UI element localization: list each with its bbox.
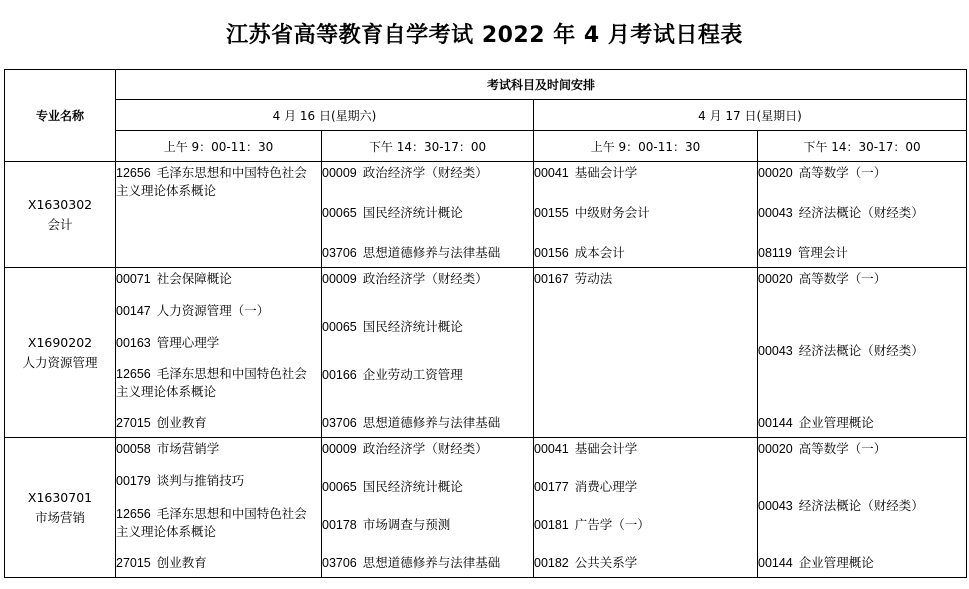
course-code: 03706 xyxy=(322,416,357,430)
course-item xyxy=(322,366,533,384)
course-item xyxy=(116,554,321,572)
course-code: 00065 xyxy=(322,320,357,334)
course-name: 毛泽东思想和中国特色社会主义理论体系概论 xyxy=(116,165,307,198)
course-name: 企业劳动工资管理 xyxy=(362,367,463,382)
course-item xyxy=(758,414,966,432)
course-code: 00167 xyxy=(534,272,569,286)
course-item xyxy=(322,414,533,432)
course-name: 创业教育 xyxy=(156,554,207,570)
course-code: 00020 xyxy=(758,442,793,456)
course-name: 经济法概论（财经类） xyxy=(798,205,924,220)
course-name: 成本会计 xyxy=(574,245,625,260)
session-cell xyxy=(758,268,967,438)
course-name: 高等数学（一） xyxy=(798,165,887,180)
course-item xyxy=(116,365,321,400)
course-code: 00058 xyxy=(116,442,151,456)
course-item xyxy=(534,554,757,572)
course-code: 12656 xyxy=(116,166,151,180)
course-name: 管理会计 xyxy=(797,245,848,260)
session-cell xyxy=(116,268,322,438)
major-cell xyxy=(5,268,116,438)
course-code: 00065 xyxy=(322,206,357,220)
course-code: 00043 xyxy=(758,206,793,220)
course-name: 政治经济学（财经类） xyxy=(362,271,488,286)
course-code: 03706 xyxy=(322,556,357,570)
course-name: 思想道德修养与法律基础 xyxy=(362,555,501,570)
major-header: 专业名称 xyxy=(5,70,116,162)
schedule-body xyxy=(5,162,967,578)
course-item xyxy=(116,164,321,199)
session-cell xyxy=(534,268,758,438)
course-code: 00179 xyxy=(116,474,151,489)
course-name: 国民经济统计概论 xyxy=(362,205,463,220)
course-code: 00144 xyxy=(758,556,793,570)
course-code: 00009 xyxy=(322,166,357,180)
course-code: 00020 xyxy=(758,166,793,180)
course-code: 00181 xyxy=(534,518,569,532)
course-code: 03706 xyxy=(322,246,357,260)
course-name: 毛泽东思想和中国特色社会主义理论体系概论 xyxy=(116,366,307,400)
course-item xyxy=(116,414,321,432)
course-name: 思想道德修养与法律基础 xyxy=(362,245,501,260)
course-code: 27015 xyxy=(116,555,151,570)
course-item xyxy=(758,440,966,458)
course-name: 经济法概论（财经类） xyxy=(798,343,924,358)
course-item xyxy=(758,244,966,262)
course-code: 00163 xyxy=(116,335,151,350)
course-item xyxy=(116,440,321,458)
course-code: 00071 xyxy=(116,272,151,286)
session-cell xyxy=(534,162,758,268)
course-code: 00020 xyxy=(758,272,793,286)
course-code: 00178 xyxy=(322,518,357,532)
day-header-17: 4 月 17 日(星期日) xyxy=(534,100,967,131)
course-item xyxy=(534,204,757,222)
course-item xyxy=(534,270,757,288)
course-name: 管理心理学 xyxy=(156,334,220,350)
course-item xyxy=(534,478,757,496)
course-item xyxy=(116,505,321,540)
course-name: 基础会计学 xyxy=(574,441,638,456)
course-item xyxy=(534,516,757,534)
day-header-16: 4 月 16 日(星期六) xyxy=(116,100,534,131)
course-name: 政治经济学（财经类） xyxy=(362,165,488,180)
course-code: 00065 xyxy=(322,480,357,494)
course-name: 国民经济统计概论 xyxy=(362,479,463,494)
major-row xyxy=(5,268,967,438)
course-code: 12656 xyxy=(116,506,151,521)
course-item xyxy=(758,554,966,572)
session-cell xyxy=(116,438,322,578)
schedule-table xyxy=(4,69,967,578)
course-code: 00155 xyxy=(534,206,569,220)
major-name: 人力资源管理 xyxy=(22,354,98,370)
session-header-16-am: 上午 9：00-11：30 xyxy=(116,131,322,162)
session-cell xyxy=(758,162,967,268)
course-name: 人力资源管理（一） xyxy=(156,302,270,318)
session-cell xyxy=(534,438,758,578)
major-row xyxy=(5,438,967,578)
course-item xyxy=(116,334,321,352)
major-cell xyxy=(5,162,116,268)
course-item xyxy=(534,164,757,182)
course-item xyxy=(116,472,321,490)
course-code: 00147 xyxy=(116,303,151,318)
course-code: 00041 xyxy=(534,166,569,180)
course-name: 谈判与推销技巧 xyxy=(156,473,245,489)
major-code: X1690202 xyxy=(27,334,93,350)
course-code: 00182 xyxy=(534,556,569,570)
course-item xyxy=(322,516,533,534)
course-code: 08119 xyxy=(758,246,792,260)
course-name: 经济法概论（财经类） xyxy=(798,498,924,513)
course-name: 企业管理概论 xyxy=(798,555,874,570)
course-code: 00144 xyxy=(758,416,793,430)
major-name: 市场营销 xyxy=(34,509,85,525)
header-row-days xyxy=(5,100,967,131)
course-code: 12656 xyxy=(116,367,151,382)
course-code: 00177 xyxy=(534,480,569,494)
course-name: 毛泽东思想和中国特色社会主义理论体系概论 xyxy=(116,505,307,539)
session-cell xyxy=(322,268,534,438)
course-name: 社会保障概论 xyxy=(156,271,232,286)
course-code: 00041 xyxy=(534,442,569,456)
course-item xyxy=(322,244,533,262)
major-row xyxy=(5,162,967,268)
course-name: 高等数学（一） xyxy=(798,441,887,456)
course-name: 公共关系学 xyxy=(574,555,638,570)
header-row-sessions xyxy=(5,131,967,162)
course-name: 广告学（一） xyxy=(574,517,650,532)
header-row-arrangement xyxy=(5,70,967,100)
arrangement-header: 考试科目及时间安排 xyxy=(116,70,967,100)
course-name: 市场营销学 xyxy=(156,441,220,456)
course-code: 00043 xyxy=(758,344,793,358)
course-name: 市场调查与预测 xyxy=(362,517,451,532)
course-name: 劳动法 xyxy=(574,271,613,286)
course-name: 消费心理学 xyxy=(574,479,638,494)
course-item xyxy=(322,318,533,336)
course-item xyxy=(116,270,321,288)
course-item xyxy=(322,204,533,222)
course-code: 00156 xyxy=(534,246,569,260)
course-item xyxy=(322,270,533,288)
course-item xyxy=(322,554,533,572)
course-name: 基础会计学 xyxy=(574,165,638,180)
course-item xyxy=(758,342,966,360)
course-item xyxy=(758,270,966,288)
course-item xyxy=(534,440,757,458)
session-cell xyxy=(758,438,967,578)
course-name: 中级财务会计 xyxy=(574,205,650,220)
session-header-17-am: 上午 9：00-11：30 xyxy=(534,131,758,162)
course-code: 27015 xyxy=(116,416,151,430)
course-item xyxy=(534,244,757,262)
course-name: 政治经济学（财经类） xyxy=(362,441,488,456)
course-item xyxy=(758,204,966,222)
major-code: X1630302 xyxy=(27,196,93,212)
page-title: 江苏省高等教育自学考试 2022 年 4 月考试日程表 xyxy=(226,23,743,48)
session-cell xyxy=(322,438,534,578)
session-header-17-pm: 下午 14：30-17：00 xyxy=(758,131,967,162)
course-code: 00166 xyxy=(322,368,357,382)
course-name: 高等数学（一） xyxy=(798,271,887,286)
course-item xyxy=(116,302,321,320)
session-cell xyxy=(322,162,534,268)
major-cell xyxy=(5,438,116,578)
course-code: 00009 xyxy=(322,442,357,456)
course-item xyxy=(322,440,533,458)
course-name: 思想道德修养与法律基础 xyxy=(362,415,501,430)
session-header-16-pm: 下午 14：30-17：00 xyxy=(322,131,534,162)
course-name: 国民经济统计概论 xyxy=(362,319,463,334)
course-code: 00009 xyxy=(322,272,357,286)
course-item xyxy=(758,497,966,515)
course-name: 企业管理概论 xyxy=(798,415,874,430)
course-item xyxy=(322,164,533,182)
course-item xyxy=(322,478,533,496)
major-code: X1630701 xyxy=(27,489,93,505)
major-name: 会计 xyxy=(47,216,73,232)
course-item xyxy=(758,164,966,182)
session-cell xyxy=(116,162,322,268)
course-code: 00043 xyxy=(758,499,793,513)
course-name: 创业教育 xyxy=(156,415,207,430)
